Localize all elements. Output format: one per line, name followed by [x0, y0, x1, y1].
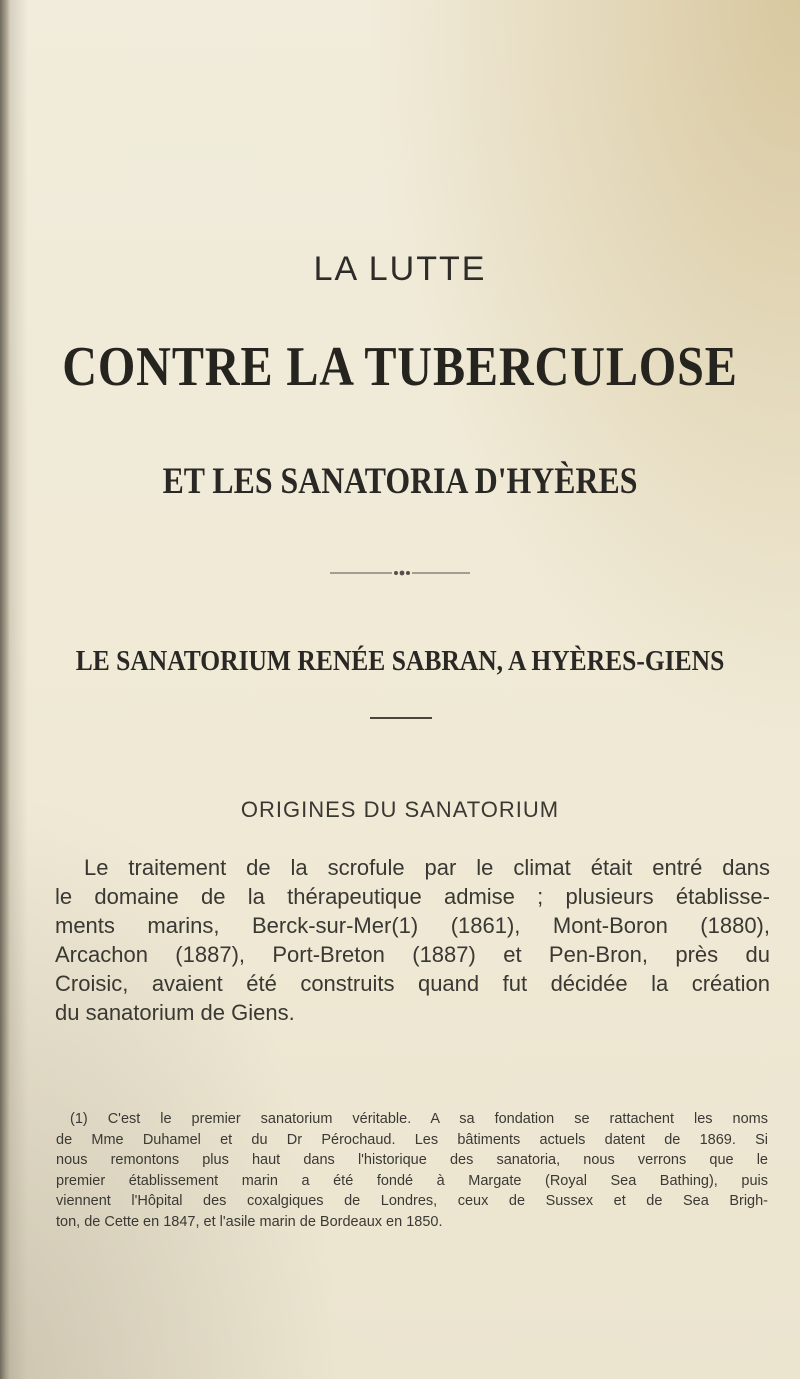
- footnote-line: nous remontons plus haut dans l'historique des sanatoria, nous verrons que le: [56, 1152, 768, 1168]
- title-line-2: CONTRE LA TUBERCULOSE: [62, 336, 738, 398]
- footnote-line: (1) C'est le premier sanatorium véritable. A sa fondation se rattachent les noms: [70, 1111, 768, 1127]
- binding-edge: [0, 0, 10, 1379]
- footnote-line: ton, de Cette en 1847, et l'asile marin de Bordeaux en 1850.: [56, 1213, 443, 1230]
- footnote: [56, 1109, 768, 1232]
- body-line: ments marins, Berck-sur-Mer(1) (1861), Mont-Boron (1880),: [55, 913, 770, 938]
- subsection-title: ORIGINES DU SANATORIUM: [240, 797, 560, 822]
- body-line: du sanatorium de Giens.: [55, 1000, 295, 1025]
- title-line-1: LA LUTTE: [313, 250, 487, 288]
- ornament-divider: [330, 568, 470, 578]
- section-rule: [370, 717, 432, 719]
- footnote-line: de Mme Duhamel et du Dr Pérochaud. Les bâtiments actuels datent de 1869. Si: [56, 1131, 768, 1148]
- body-line: Le traitement de la scrofule par le climat était entré dans: [84, 855, 770, 880]
- footnote-line: viennent l'Hôpital des coxalgiques de Londres, ceux de Sussex et de Sea Brigh-: [56, 1193, 768, 1209]
- body-line: le domaine de la thérapeutique admise ; plusieurs établisse-: [55, 884, 770, 909]
- body-line: Croisic, avaient été construits quand fut décidée la création: [55, 971, 770, 996]
- title-line-3: ET LES SANATORIA D'HYÈRES: [162, 461, 638, 502]
- body-line: Arcachon (1887), Port-Breton (1887) et Pen-Bron, près du: [55, 942, 770, 967]
- section-title: LE SANATORIUM RENÉE SABRAN, A HYÈRES-GIENS: [75, 645, 725, 677]
- footnote-line: premier établissement marin a été fondé à Margate (Royal Sea Bathing), puis: [56, 1172, 768, 1189]
- body-paragraph: [55, 853, 770, 1027]
